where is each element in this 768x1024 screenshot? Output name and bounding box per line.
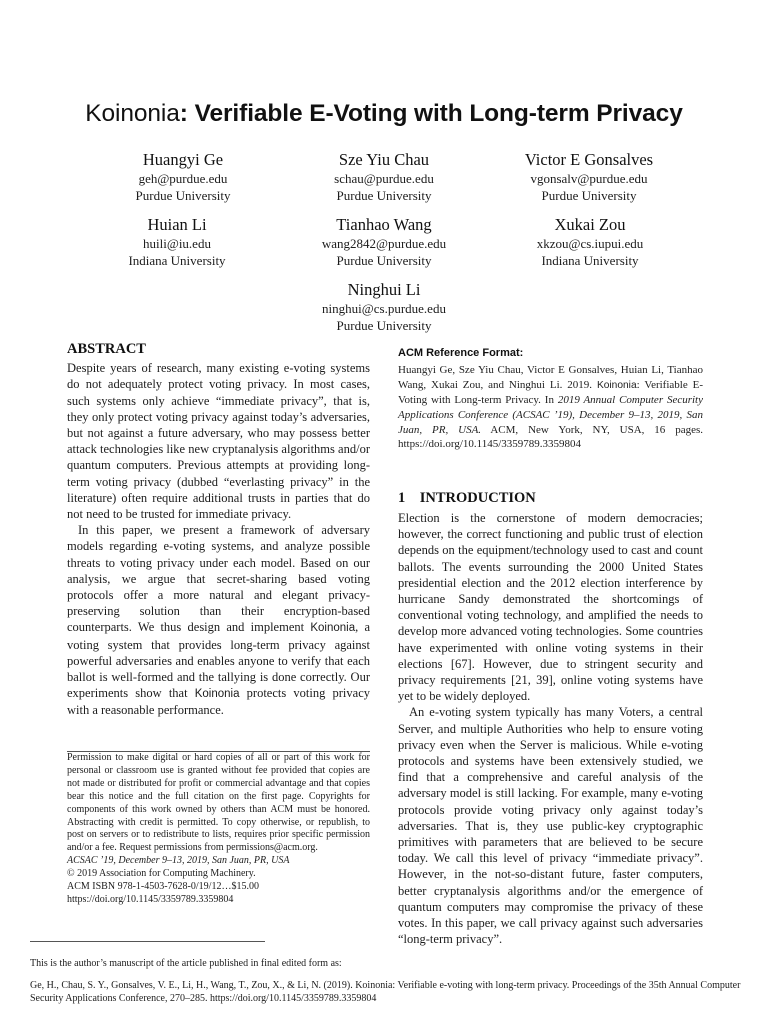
author-name: Huangyi Ge [142, 150, 224, 169]
author-email[interactable]: geh@purdue.edu [138, 171, 228, 186]
author-affiliation: Purdue University [336, 188, 432, 203]
author-block [83, 149, 283, 204]
author-name: Xukai Zou [554, 215, 626, 234]
acm-ref-heading: ACM Reference Format: [398, 347, 524, 359]
conference-line [67, 855, 370, 868]
title-colon: : [179, 100, 188, 127]
author-email[interactable]: ninghui@cs.purdue.edu [322, 301, 446, 316]
intro-heading [398, 490, 703, 506]
author-block [284, 149, 484, 204]
author-affiliation: Purdue University [541, 188, 637, 203]
author-affiliation: Indiana University [541, 253, 639, 268]
section-number: 1 [398, 489, 406, 506]
copyright-line: © 2019 Association for Computing Machinery. [67, 868, 256, 880]
footnote-citation: Ge, H., Chau, S. Y., Gonsalves, V. E., Li, H., Wang, T., Zou, X., & Li, N. (2019). Koinonia: Verifiable e-voting with long-term privacy. Proceedings of the 35th Annual Computer Security Applications Conference, 270–285. https://doi.org/10.1145/3359789.3359804 [30, 980, 741, 1004]
author-email[interactable]: xkzou@cs.iupui.edu [536, 236, 644, 251]
title-prefix: Koinonia [85, 100, 180, 127]
author-affiliation: Purdue University [336, 318, 432, 333]
isbn-line: ACM ISBN 978-1-4503-7628-0/19/12…$15.00 [67, 881, 259, 893]
abstract-text: , a voting system that provides long-term privacy against powerful adversaries and enables anyone to verify that each ballot is well-formed and the tallying is done correctly. Our experiments show that [67, 620, 370, 701]
abstract-text: protects voting privacy with a reasonable performance. [67, 686, 370, 718]
author-affiliation: Purdue University [336, 253, 432, 268]
acm-ref-text: Huangyi Ge, Sze Yiu Chau, Victor E Gonsalves, Huian Li, Tianhao Wang, Xukai Zou, and Ninghui Li. 2019. [398, 364, 703, 391]
author-email[interactable]: huili@iu.edu [143, 236, 211, 251]
author-affiliation: Indiana University [128, 253, 226, 268]
conference-text: ACSAC ’19, December 9–13, 2019, San Juan, PR, USA [67, 855, 290, 867]
footnote-line: This is the author’s manuscript of the article published in final edited form as: [30, 958, 342, 969]
author-name: Ninghui Li [347, 280, 421, 299]
acm-ref-venue: 2019 Annual Computer Security Applications Conference (ACSAC ’19), December 9–13, 2019, San Juan, PR, USA. [398, 394, 703, 436]
abstract-paragraph: Despite years of research, many existing e-voting systems do not adequately protect voting privacy. In most cases, such systems only achieve “immediate privacy”, that is, they only protect voting privacy against today’s adversaries, but not against a future adversary, who may possess better attack technologies like new cryptanalysis algorithms and/or quantum computers. Previous attempts at providing long-term voting privacy (dubbed “everlasting privacy” in the literature) often require additional trusts in parties that do not need to be trusted for immediate privacy. [67, 361, 370, 522]
intro-paragraph: Election is the cornerstone of modern democracies; however, the correct functioning and public trust of election depends on the equipment/technology used to cast and count ballots. The events surrounding the 2000 United States presidential election and the 2012 election interference by hurricane Sandy demonstrated the shortcomings of conventional voting technology, and amplified the needs to develop more advanced voting technologies. Some countries have experimented with online voting systems in their elections [67]. However, due to stringent security and privacy requirements [21, 39], online voting systems have yet to be widely deployed. [398, 510, 703, 704]
permission-text: Permission to make digital or hard copies of all or part of this work for personal or classroom use is granted without fee provided that copies are not made or distributed for profit or commercial advantage and that copies bear this notice and the full citation on the first page. Copyrights for components of this work owned by others than ACM must be honored. Abstracting with credit is permitted. To copy otherwise, or republish, to post on servers or to redistribute to lists, requires prior specific permission and/or a fee. Request permissions from permissions@acm.org. [67, 752, 370, 854]
author-block [489, 149, 689, 204]
abstract-heading: ABSTRACT [67, 341, 146, 357]
author-block [284, 279, 484, 334]
acm-ref-body [398, 363, 703, 452]
right-column [398, 345, 703, 947]
author-name: Tianhao Wang [336, 215, 432, 234]
author-block [77, 214, 277, 269]
author-affiliation: Purdue University [135, 188, 231, 203]
system-name: Koinonia [596, 379, 637, 391]
footnote-divider [30, 941, 265, 942]
abstract-section [67, 341, 370, 719]
author-email[interactable]: wang2842@purdue.edu [321, 236, 447, 251]
system-name: Koinonia [194, 688, 240, 701]
author-email[interactable]: schau@purdue.edu [334, 171, 434, 186]
intro-paragraph: An e-voting system typically has many Voters, a central Server, and multiple Authorities who help to ensure voting privacy even when the Server is malicious. While e-voting protocols and systems have been extensively studied, we find that a comprehensive and careful analysis of the adversary model is still lacking. For example, many e-voting protocols provide voting privacy only against today’s adversaries. That is, they use public-key cryptographic primitives with parameters that are believed to be secure today. We call this level of privacy “immediate privacy”. However, in the not-so-distant future, faster computers, better cryptanalysis algorithms and/or the emergence of quantum computers may compromise the privacy of these votes. In this paper, we call privacy against such adversaries “long-term privacy”. [398, 705, 703, 947]
author-block [490, 214, 690, 269]
system-name: Koinonia [310, 622, 356, 635]
abstract-text: In this paper, we present a framework of adversary models regarding e-voting systems, and analyze possible threats to voting privacy under each model. Based on our analysis, we argue that secret-sharing based voting protocols offer a more natural and elegant privacy-preserving solution than their encryption-based counterparts. We thus design and implement [67, 523, 370, 635]
author-name: Sze Yiu Chau [338, 150, 430, 169]
permission-block [67, 752, 370, 907]
title-main: Verifiable E-Voting with Long-term Privacy [194, 100, 683, 127]
author-name: Victor E Gonsalves [524, 150, 654, 169]
author-email[interactable]: vgonsalv@purdue.edu [530, 171, 648, 186]
doi-link[interactable]: https://doi.org/10.1145/3359789.3359804 [67, 893, 234, 905]
author-name: Huian Li [147, 215, 207, 234]
abstract-paragraph [67, 522, 370, 718]
acm-ref-text: : Verifiable E-Voting with Long-term Privacy. In [398, 378, 704, 407]
acm-ref-text: ACM, New York, NY, USA, 16 pages. https://doi.org/10.1145/3359789.3359804 [398, 423, 704, 451]
section-title: INTRODUCTION [419, 489, 536, 506]
author-block [284, 214, 484, 269]
paper-title [0, 100, 768, 128]
